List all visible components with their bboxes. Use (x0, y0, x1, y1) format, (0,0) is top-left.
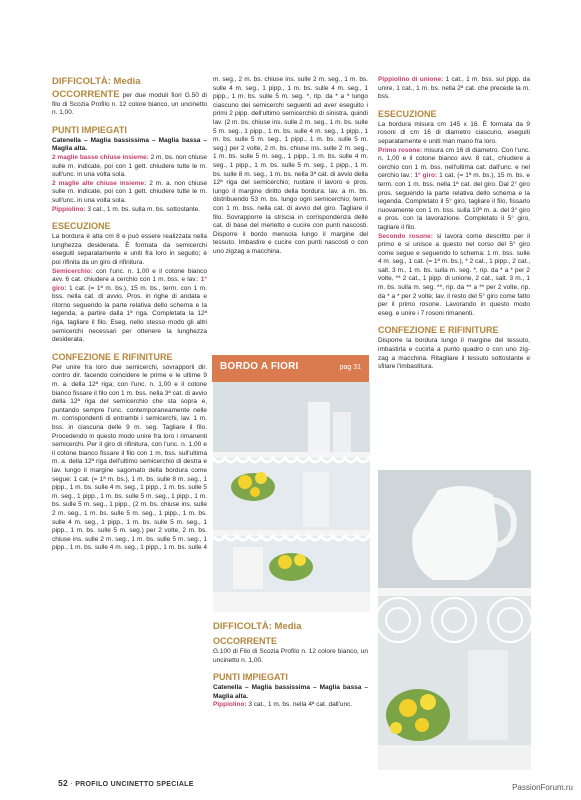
confezione-text: Per unire fra loro due semicerchi, sovrapporli dir. contro dir. facendo coincidere le prime e le ultime 9 m. a. della 12ª riga; con l'unc. n. 1,00 e il cotone bianco fissare il filo con 1 m. bss. nella 3ª cat. di avvio della 12ª riga del semicerchio che sta sopra e, puntando sempre l'unc. contemporaneamente nelle m. corrispondenti di entrambi i semicerchi, lav. 1 m. bss. in ciascuna delle 9 m. seg. Tagliare il filo. Procedendo in questo modo unire fra loro i rimanenti semicerchi. Per il giro di rifinitura, con l'unc. n. 1,00 e il cotone bianco fissare il filo con 1 m. bss. sull'ultima m. a. della 12ª riga dell'ultimo semicerchio di destra e lav. lungo il margine sagomato della bordura come segue: 1 cat. (= 1ª m. bs.), 1 m. bs. sulle 8 m. seg., 1 pipp., 1 m. bs. sulle 4 m. seg., 1 pipp., 1 m. bs. sulle 5 m. seg., 1 pipp., 1 m. bs. sulle 5 m. seg., 1 pipp., 1 m. bs. sulle 5 m. seg., 1 pipp., (2 m. bs. chiuse ins. sulle 2 m. seg., 1 m. bs. sulle 5 m. seg., 1 pipp., 1 m. bs. sulle 4 m. seg., 1 pipp., 1 m. bs. sulle 5 m. seg., 1 pipp., 1 m. bs. sulle 5 m. seg.) per 2 volte, 2 m. bs. chiuse ins. sulle 2 m. seg., 1 m. bs. sulle 5 m. seg., 1 pipp., 1 m. bs. sulle 4 m. seg., 1 pipp., 1 m. bs. sulle 4 (52, 363, 207, 552)
secondo-rosone-text: si lavora come descritto per il primo e si unisce a questo nel corso del 5° giro come segue e seguendo lo schema: 1 m. bss. sulle 4 m. seg., 1 cat. (= 1ª m. bs.), * 2 cat., 1 pipp., 2 cat., salt. 3 m., 1 m. bs. sulla m. seg. *, rip. da * a * per 2 volte, ** 2 cat., 1 pipp. di unione, 2 cat., salt. 3 m., 1 m. bs. sulla m. seg. **, rip. da ** a ** per 2 volte, rip. da * a * per 2 volte; lav. il resto del 5° giro come fatto per il primo rosone. Lavorando in questo modo eseg. e unire i 7 rosoni rimanenti. (378, 232, 530, 317)
confezione-text-2: Disporre la bordura lungo il margine del tessuto, imbastirla e cucirla a punto quadro o con uno zig-zag a macchina. Ritagliare il tessuto sottostante e sfilare l'imbastitura. (378, 337, 530, 371)
esecuzione-heading: ESECUZIONE (52, 221, 111, 232)
stitch-def-2 (52, 180, 207, 206)
continued-text: m. seg., 2 m. bs. chiuse ins. sulle 2 m. seg., 1 m. bs. sulle 4 m. seg., 1 pipp., 1 m. bs. sulle 4 m. seg., 1 pipp., 1 m. bs. sulle 5 m. seg. *, rip. da * a * lungo ciascuno dei semicerchi seguenti ad aver eseguito i primi 2 pipp. dell'ultimo semicerchio di sinistra, quindi lav. (2 m. bs. chiuse ins. sulle 2 m. seg., 1 m. bs. sulle 5 m. seg., 1 pipp., 1 m. bs. sulle 4 m. seg., 1 pipp., 1 m. bs. sulle 5 m. seg., 1 pipp., 1 m. bs. sulle 5 m. seg.) per 2 volte, 2 m. bs. chiuse ins. sulle 2 m. seg., 1 m. bs. sulle 5 m. seg., 1 pipp., 1 m. bs. sulle 4 m. seg., 1 pipp., 1 m. bs. sulle 5 m. seg., 1 pipp., 1 m. bs. sulle 8 m. seg., 1 m. bs. nella 3ª cat. di avvio della 12ª riga del semicerchio; ruotare il lavoro e pros. lungo il margine diritto della bordura: lav. a m. bs. distribuendo 53 m. bs. lungo ogni semicerchio; term. con 1 m. bss. nella cat. di avvio del giro. Tagliare il filo. Sovrapporre la striscia in corrispondenza delle cat. di base del merletto e cucire con punti nascosti. Disporre il bordo mensola lungo il margine del tessuto. Imbastire e cucire con punti nascosti o con uno zigzag a macchina. (213, 76, 368, 255)
occorrente-heading: OCCORRENTE (52, 89, 120, 100)
union-text: 1 cat., 1 m. bss. sul pipp. da unire, 1 cat., 1 m. bs. nella 2ª cat. che precede la m. bss. (378, 76, 530, 101)
column-middle-bottom (213, 621, 368, 710)
banner-title: BORDO A FIORI (220, 361, 299, 372)
primo-rosone-round: 1° giro: (414, 172, 438, 180)
jug-photo-illustration (378, 470, 531, 770)
stitch-def-1-text: 2 m. bs. non chiuse sulle m. indicate, poi con 1 gett. chiudere tutte le m. sull'unc. in una volta sola. (52, 153, 207, 179)
magazine-title: PROFILO UNCINETTO SPECIALE (75, 781, 194, 788)
occorrente-heading-2: OCCORRENTE (213, 636, 278, 646)
stitch-def-1 (52, 154, 207, 180)
stitch-def-2-term: 2 maglie alte chiuse insieme: (52, 179, 147, 187)
esecuzione-text: La bordura è alta cm 8 e può essere realizzata nella lunghezza desiderata. È formata da semicerchi eseguiti separatamente e uniti fra loro in seguito; è poi rifinita da un giro di rifinitura. (52, 233, 207, 266)
confezione-heading-2: CONFEZIONE E RIFINITURE (378, 325, 499, 336)
secondo-rosone (378, 233, 530, 319)
pattern-banner (212, 355, 369, 382)
semicerchio-text-2: 1 cat. (= 1ª m. bs.), 15 m. bs., term. con 1 m. bss. nella cat. di avvio. Pros. in righe di andata e ritorno seguendo la parte relativa dello schema e la legenda, a partire dalla 1ª riga. Completata la 12ª riga, tagliare il filo. Eseg. nello stesso modo gli altri semicerchi necessari per ottenere la lunghezza desiderata. (52, 284, 207, 344)
page-footer (58, 778, 194, 788)
semicerchio-round: 1° giro: (52, 276, 207, 292)
punti-heading-2: PUNTI IMPIEGATI (213, 672, 288, 683)
column-middle-top (213, 76, 368, 256)
punti-heading: PUNTI IMPIEGATI (52, 124, 127, 135)
difficulty-heading-2: DIFFICOLTÀ: Media (213, 621, 302, 632)
semicerchio-paragraph (52, 268, 207, 345)
pippiolino-term: Pippiolino: (213, 701, 247, 709)
stitch-def-2-text: 2 m. a. non chiuse sulle m. indicate, poi con 1 gett. chiudere tutte le m. sull'unc. in una volta sola. (52, 179, 207, 204)
stitch-def-3-text: 3 cat., 1 m. bs. sulla m. bs. sottostante. (85, 205, 201, 213)
punti-list: Catenella – Maglia bassissima – Maglia bassa – Maglia alta. (52, 136, 207, 153)
stitch-def-1-term: 2 maglie basse chiuse insieme: (52, 153, 149, 161)
secondo-rosone-term: Secondo rosone: (378, 232, 433, 240)
stitch-def-3-term: Pippiolino: (52, 205, 86, 213)
esecuzione-text-2: La bordura misura cm 145 x 16. È formata da 9 rosoni di cm 16 di diametro ciascuno, eseguiti separatamente e uniti man mano fra loro. (378, 120, 530, 145)
footer-separator: · (70, 781, 73, 788)
stitch-def-3 (52, 206, 207, 215)
semicerchio-text-1: con l'unc. n. 1,00 e il cotone bianco avv. 6 cat. chiudere a cerchio con 1 m. bss. e lav.: (52, 267, 207, 284)
occorrente-text-2: G.100 di Filo di Scozia Profilo n. 12 colore bianco, un uncinetto n. 1,00. (213, 648, 368, 664)
watermark: PassionForum.ru (512, 783, 573, 792)
union-def (378, 76, 530, 102)
confezione-heading: CONFEZIONE E RIFINITURE (52, 351, 173, 362)
banner-page: pag 31 (339, 364, 361, 371)
union-term: Pippiolino di unione: (378, 76, 444, 83)
occorrente-paragraph (52, 89, 207, 118)
column-right (378, 76, 530, 372)
semicerchio-term: Semicerchio: (52, 267, 93, 275)
primo-rosone (378, 147, 530, 233)
occorrente-text: per due moduli fiori G.50 di filo di Scozia Profilo n. 12 colore bianco, un uncinetto n. 1,00. (52, 92, 207, 117)
primo-rosone-text-2: 1 cat. (= 1ª m. bs.), 15 m. bs. e term. con 1 m. bss. nella 1ª cat. del giro. Dal 2° giro pros. seguendo la parte relativa dello schema e la legenda. Completato il 5° giro, tagliare il filo, fissarlo nuovamente con 1 m. bss. sulla 10ª m. a. del 3° giro e pros. con la lavorazione. Completato il 5° giro, tagliare il filo. (378, 172, 530, 231)
difficulty-heading: DIFFICOLTÀ: Media (52, 76, 141, 87)
column-left (52, 76, 207, 553)
primo-rosone-text-1: misura cm 16 di diametro. Con l'unc. n. 1,00 e il cotone bianco avv. 8 cat., chiudere a cerchio con 1 m. bss. nell'ultima cat. dall'unc. e nel cerchio lav.: (378, 146, 530, 180)
primo-rosone-term: Primo rosone: (378, 146, 423, 154)
shelf-photo-illustration (213, 382, 370, 612)
pippiolino-text: 3 cat., 1 m. bs. nella 4ª cat. dall'unc. (246, 701, 353, 709)
photo-shelf-flowers (213, 382, 370, 612)
photo-jug-lace (378, 470, 531, 770)
pippiolino-def (213, 701, 368, 710)
page-number: 52 (58, 778, 69, 788)
esecuzione-heading-2: ESECUZIONE (378, 108, 437, 119)
punti-list-2: Catenella – Maglia bassissima – Maglia bassa – Maglia alta. (213, 684, 368, 700)
